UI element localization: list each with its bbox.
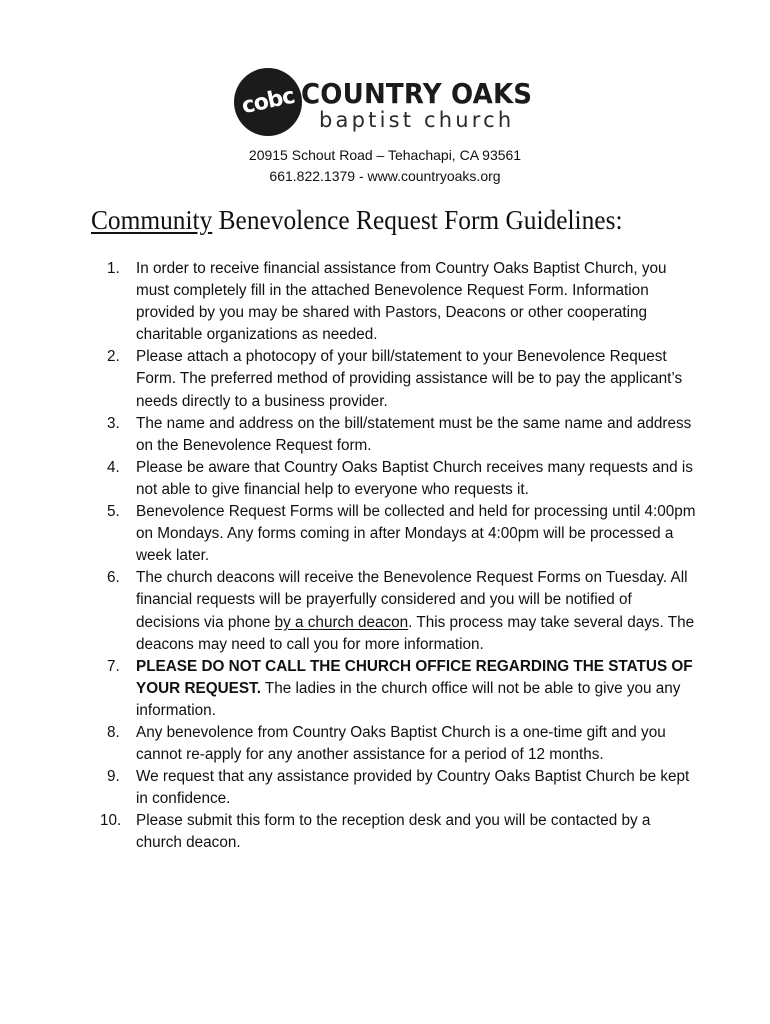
- list-item: [107, 567, 697, 655]
- page-title: [91, 205, 622, 236]
- list-item: [107, 722, 697, 766]
- list-item: [107, 413, 697, 457]
- item-number: 7.: [107, 657, 120, 675]
- item-number: 5.: [107, 503, 120, 521]
- logo-name: COUNTRY OAKS: [301, 77, 533, 110]
- item-text-after: . This process may take several days. The deacons may need to call you for more information.: [136, 613, 695, 653]
- list-item: [107, 766, 697, 810]
- logo-subtitle: baptist church: [319, 108, 515, 132]
- item-number: 10.: [100, 812, 122, 830]
- address-line-1: 20915 Schout Road – Tehachapi, CA 93561: [248, 147, 522, 163]
- item-number: 8.: [107, 723, 120, 741]
- item-text: Please be aware that Country Oaks Baptist Church receives many requests and is not able to give financial help to everyone who requests it.: [136, 458, 693, 498]
- guidelines-list: [100, 258, 697, 855]
- item-text-underlined: by a church deacon: [274, 613, 409, 631]
- address-line-2: 661.822.1379 - www.countryoaks.org: [269, 168, 501, 184]
- item-text: The name and address on the bill/statement must be the same name and address on the Benevolence Request form.: [136, 414, 692, 454]
- item-text: Please attach a photocopy of your bill/statement to your Benevolence Request Form. The preferred method of providing assistance will be to pay the applicant’s needs directly to a business provider.: [136, 348, 683, 410]
- list-item: [100, 810, 697, 854]
- item-text: Benevolence Request Forms will be collected and held for processing until 4:00pm on Mondays. Any forms coming in after Mondays at 4:00pm will be processed a week later.: [136, 503, 696, 565]
- item-number: 9.: [107, 768, 120, 786]
- list-item: [107, 346, 697, 412]
- item-text-after: The ladies in the church office will not be able to give you any information.: [136, 679, 681, 719]
- item-number: 6.: [107, 569, 120, 587]
- title-rest: Benevolence Request Form Guidelines:: [212, 205, 623, 235]
- item-number: 2.: [107, 348, 120, 366]
- list-item: [107, 656, 697, 722]
- church-logo: [234, 68, 534, 138]
- list-item: [107, 457, 697, 501]
- item-number: 3.: [107, 414, 120, 432]
- item-text-bold: PLEASE DO NOT CALL THE CHURCH OFFICE REGARDING THE STATUS OF YOUR REQUEST.: [136, 657, 693, 697]
- item-text: We request that any assistance provided by Country Oaks Baptist Church be kept in confidence.: [136, 768, 690, 808]
- item-number: 4.: [107, 458, 120, 476]
- item-text: In order to receive financial assistance from Country Oaks Baptist Church, you must completely fill in the attached Benevolence Request Form. Information provided by you may be shared with Pastors, Deacons or other cooperating charitable organizations as needed.: [136, 260, 667, 344]
- item-text: Any benevolence from Country Oaks Baptist Church is a one-time gift and you cannot re-apply for any another assistance for a period of 12 months.: [136, 723, 666, 764]
- item-text-before: The church deacons will receive the Benevolence Request Forms on Tuesday. All financial requests will be prayerfully considered and you will be notified of decisions via phone: [136, 569, 688, 631]
- logo-mark: cobc: [239, 83, 297, 120]
- item-number: 1.: [107, 260, 120, 277]
- title-underlined-word: Community: [91, 205, 213, 235]
- list-item: [107, 258, 697, 346]
- list-item: [107, 501, 697, 567]
- item-text: Please submit this form to the reception desk and you will be contacted by a church deacon.: [136, 812, 651, 852]
